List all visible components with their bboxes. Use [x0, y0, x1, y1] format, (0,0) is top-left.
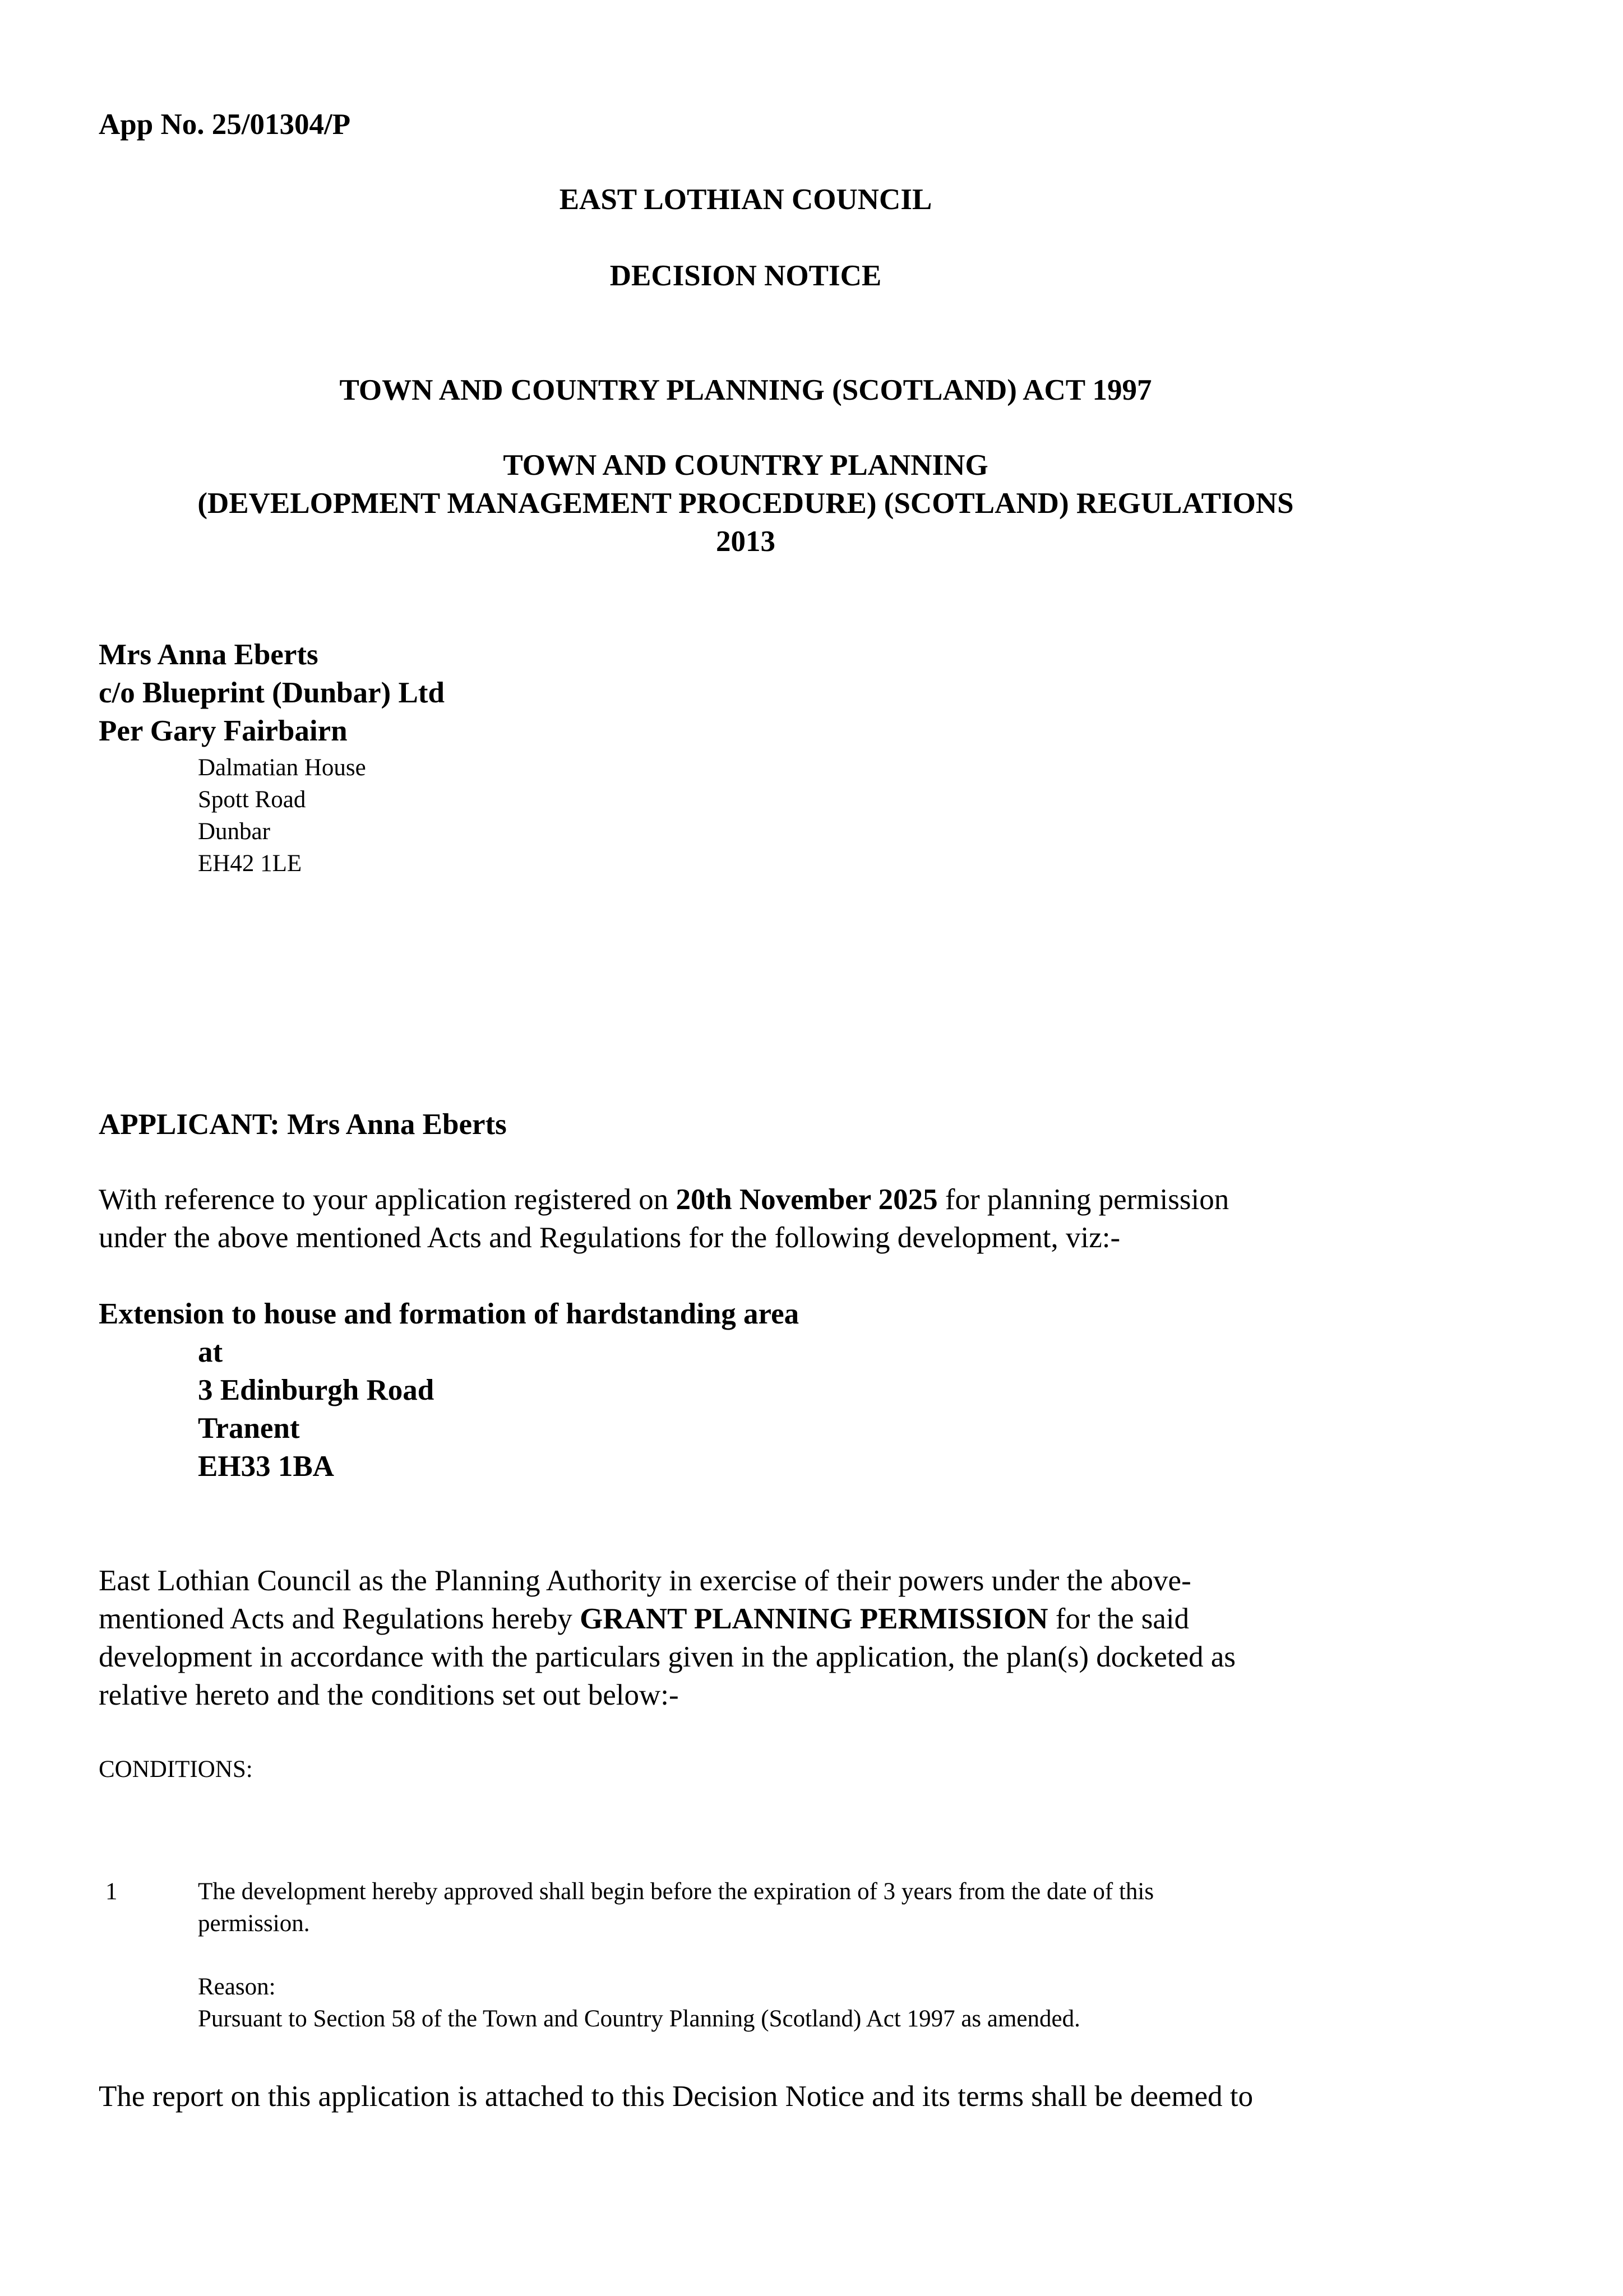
grant-line-4: relative hereto and the conditions set out below:-: [99, 1679, 679, 1711]
app-number: App No. 25/01304/P: [99, 108, 351, 141]
grant-decision: GRANT PLANNING PERMISSION: [580, 1603, 1048, 1635]
reference-paragraph: [99, 1181, 1455, 1257]
regulations-line-1: TOWN AND COUNTRY PLANNING: [503, 449, 988, 482]
condition-text-line: permission.: [198, 1910, 310, 1937]
council-name: EAST LOTHIAN COUNCIL: [559, 183, 932, 216]
regulations-line-3: 2013: [716, 525, 775, 558]
reference-line-2: under the above mentioned Acts and Regulations for the following development, viz:-: [99, 1221, 1121, 1254]
grant-line-2: [99, 1600, 1455, 1638]
reference-text: With reference to your application registered on: [99, 1183, 676, 1216]
development-at: at: [198, 1336, 223, 1368]
applicant-heading: APPLICANT: Mrs Anna Eberts: [99, 1108, 507, 1141]
address-line: Dalmatian House: [198, 754, 366, 781]
addressee-name: Mrs Anna Eberts: [99, 638, 318, 671]
grant-paragraph: [99, 1562, 1455, 1714]
grant-line-1: East Lothian Council as the Planning Authority in exercise of their powers under the above-: [99, 1564, 1191, 1597]
development-description: Extension to house and formation of hardstanding area: [99, 1298, 799, 1330]
site-address-line: EH33 1BA: [198, 1450, 334, 1483]
addressee-per: Per Gary Fairbairn: [99, 715, 348, 747]
act-title: TOWN AND COUNTRY PLANNING (SCOTLAND) ACT 1997: [339, 374, 1152, 406]
address-line: EH42 1LE: [198, 850, 302, 877]
reference-line-1: [99, 1181, 1455, 1219]
registration-date: 20th November 2025: [676, 1183, 938, 1216]
site-address-line: 3 Edinburgh Road: [198, 1374, 434, 1406]
grant-line-3: development in accordance with the particulars given in the application, the plan(s) docketed as: [99, 1641, 1236, 1673]
conditions-heading: CONDITIONS:: [99, 1756, 253, 1783]
reason-text: Pursuant to Section 58 of the Town and Country Planning (Scotland) Act 1997 as amended.: [198, 2006, 1080, 2032]
condition-number: 1: [105, 1878, 118, 1905]
grant-text: for the said: [1048, 1603, 1190, 1635]
condition-text-line: The development hereby approved shall begin before the expiration of 3 years from the date of this: [198, 1878, 1154, 1905]
addressee-care-of: c/o Blueprint (Dunbar) Ltd: [99, 677, 445, 709]
site-address-line: Tranent: [198, 1412, 300, 1445]
report-note: The report on this application is attached to this Decision Notice and its terms shall be deemed to: [99, 2080, 1254, 2113]
address-line: Spott Road: [198, 786, 306, 813]
reference-text: for planning permission: [937, 1183, 1229, 1216]
reason-label: Reason:: [198, 1974, 276, 2000]
notice-title: DECISION NOTICE: [609, 260, 882, 292]
grant-text: mentioned Acts and Regulations hereby: [99, 1603, 580, 1635]
regulations-line-2: (DEVELOPMENT MANAGEMENT PROCEDURE) (SCOTLAND) REGULATIONS: [197, 487, 1294, 520]
address-line: Dunbar: [198, 818, 270, 845]
